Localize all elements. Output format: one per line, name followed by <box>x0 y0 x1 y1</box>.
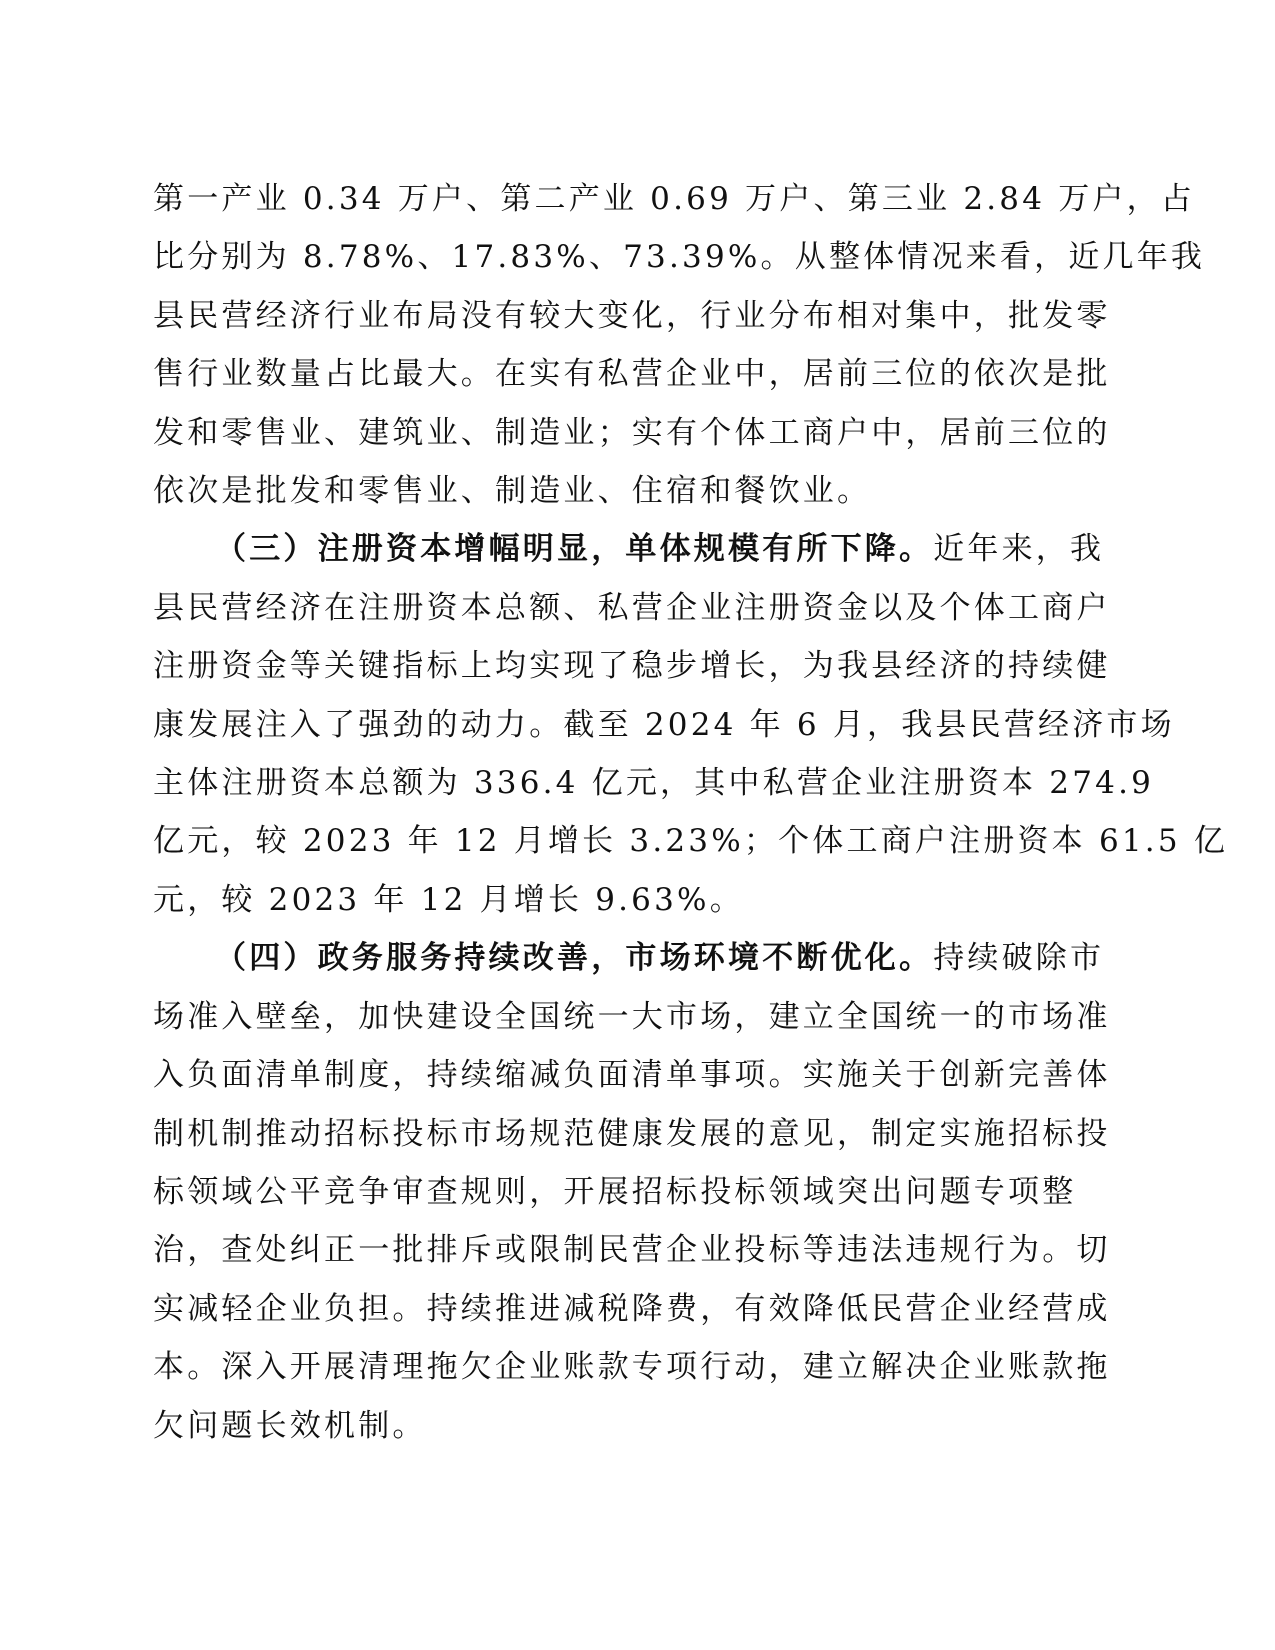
text-line: 县民营经济在注册资本总额、私营企业注册资金以及个体工商户 <box>153 589 1111 626</box>
heading-line-rest: 近年来，我 <box>933 531 1105 568</box>
section-heading-4: （四）政务服务持续改善，市场环境不断优化。 <box>215 940 934 977</box>
text-line: 依次是批发和零售业、制造业、住宿和餐饮业。 <box>153 473 872 510</box>
text-line: 实减轻企业负担。持续推进减税降费，有效降低民营企业经营成 <box>153 1290 1111 1327</box>
text-line: 元，较 2023 年 12 月增长 9.63%。 <box>153 881 744 918</box>
text-line: 发和零售业、建筑业、制造业；实有个体工商户中，居前三位的 <box>153 414 1111 451</box>
text-line: 本。深入开展清理拖欠企业账款专项行动，建立解决企业账款拖 <box>153 1349 1111 1386</box>
paragraph-government-services <box>153 929 1111 1455</box>
text-line: 标领域公平竞争审查规则，开展招标投标领域突出问题专项整 <box>153 1173 1077 1210</box>
text-line: 主体注册资本总额为 336.4 亿元，其中私营企业注册资本 274.9 <box>153 765 1155 802</box>
text-line: 制机制推动招标投标市场规范健康发展的意见，制定实施招标投 <box>153 1115 1111 1152</box>
text-line: 康发展注入了强劲的动力。截至 2024 年 6 月，我县民营经济市场 <box>153 706 1175 743</box>
text-line: 治，查处纠正一批排斥或限制民营企业投标等违法违规行为。切 <box>153 1232 1111 1269</box>
heading-line-rest: 持续破除市 <box>933 940 1105 977</box>
text-line <box>153 929 1105 987</box>
document-body <box>153 170 1229 1455</box>
text-line: 注册资金等关键指标上均实现了稳步增长，为我县经济的持续健 <box>153 648 1111 685</box>
text-line: 售行业数量占比最大。在实有私营企业中，居前三位的依次是批 <box>153 356 1111 393</box>
text-line: 入负面清单制度，持续缩减负面清单事项。实施关于创新完善体 <box>153 1057 1111 1094</box>
section-heading-3: （三）注册资本增幅明显，单体规模有所下降。 <box>215 531 934 568</box>
text-line: 亿元，较 2023 年 12 月增长 3.23%；个体工商户注册资本 61.5 亿 <box>153 823 1229 860</box>
text-line: 比分别为 8.78%、17.83%、73.39%。从整体情况来看，近几年我 <box>153 239 1206 276</box>
paragraph-registered-capital <box>153 520 1229 929</box>
text-line: 欠问题长效机制。 <box>153 1407 427 1444</box>
text-line: 第一产业 0.34 万户、第二产业 0.69 万户、第三业 2.84 万户，占 <box>153 181 1195 217</box>
paragraph-industry-distribution <box>153 170 1206 520</box>
text-line <box>153 520 1105 578</box>
text-line: 场准入壁垒，加快建设全国统一大市场，建立全国统一的市场准 <box>153 998 1111 1035</box>
text-line: 县民营经济行业布局没有较大变化，行业分布相对集中，批发零 <box>153 297 1111 334</box>
